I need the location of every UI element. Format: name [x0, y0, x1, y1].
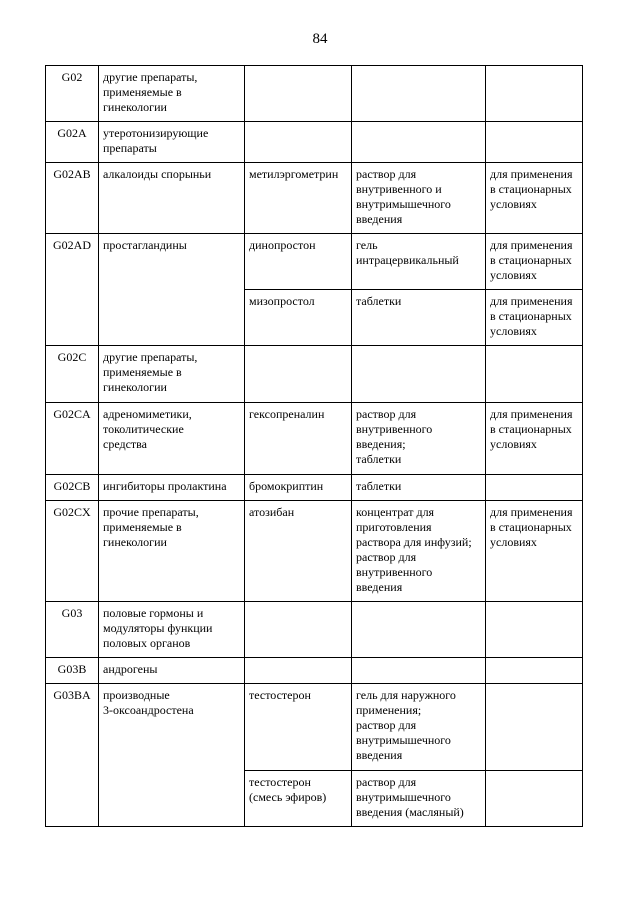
- conditions: [486, 122, 583, 163]
- table-row: [46, 234, 583, 290]
- drug-name: тестостерон: [245, 684, 352, 771]
- atc-code: G02CB: [46, 475, 99, 501]
- atc-code: G02CX: [46, 501, 99, 602]
- group-name: утеротонизирующие препараты: [99, 122, 245, 163]
- atc-code: G02AD: [46, 234, 99, 346]
- group-name: адреномиметики, токолитические средства: [99, 403, 245, 475]
- dosage-form: [352, 122, 486, 163]
- conditions: [486, 684, 583, 771]
- conditions: [486, 475, 583, 501]
- group-name: производные 3-оксоандростена: [99, 684, 245, 827]
- group-name: андрогены: [99, 658, 245, 684]
- table-row: [46, 658, 583, 684]
- drug-name: [245, 346, 352, 403]
- table-row: [46, 475, 583, 501]
- conditions: [486, 771, 583, 827]
- group-name: другие препараты, применяемые в гинекологии: [99, 346, 245, 403]
- conditions: для применения в стационарных условиях: [486, 290, 583, 346]
- atc-code: G02AB: [46, 163, 99, 234]
- conditions: [486, 602, 583, 658]
- atc-code: G03B: [46, 658, 99, 684]
- dosage-form: гель интрацервикальный: [352, 234, 486, 290]
- drug-name: [245, 122, 352, 163]
- drug-name: динопростон: [245, 234, 352, 290]
- conditions: для применения в стационарных условиях: [486, 501, 583, 602]
- conditions: [486, 658, 583, 684]
- conditions: [486, 346, 583, 403]
- drug-name: метилэргометрин: [245, 163, 352, 234]
- conditions: [486, 66, 583, 122]
- table-row: [46, 163, 583, 234]
- group-name: простагландины: [99, 234, 245, 346]
- atc-code: G02C: [46, 346, 99, 403]
- dosage-form: таблетки: [352, 475, 486, 501]
- table-row: [46, 501, 583, 602]
- dosage-form: концентрат для приготовления раствора для инфузий; раствор для внутривенного введения: [352, 501, 486, 602]
- atc-code: G02A: [46, 122, 99, 163]
- drug-table: [45, 65, 583, 827]
- dosage-form: гель для наружного применения; раствор для внутримышечного введения: [352, 684, 486, 771]
- group-name: другие препараты, применяемые в гинекологии: [99, 66, 245, 122]
- conditions: для применения в стационарных условиях: [486, 234, 583, 290]
- conditions: для применения в стационарных условиях: [486, 403, 583, 475]
- group-name: алкалоиды спорыньи: [99, 163, 245, 234]
- atc-code: G02CA: [46, 403, 99, 475]
- group-name: прочие препараты, применяемые в гинекологии: [99, 501, 245, 602]
- dosage-form: раствор для внутривенного введения; таблетки: [352, 403, 486, 475]
- group-name: половые гормоны и модуляторы функции половых органов: [99, 602, 245, 658]
- drug-name: мизопростол: [245, 290, 352, 346]
- table-row: [46, 602, 583, 658]
- drug-name: [245, 658, 352, 684]
- group-name: ингибиторы пролактина: [99, 475, 245, 501]
- drug-name: [245, 602, 352, 658]
- drug-name: атозибан: [245, 501, 352, 602]
- dosage-form: таблетки: [352, 290, 486, 346]
- dosage-form: раствор для внутривенного и внутримышечного введения: [352, 163, 486, 234]
- atc-code: G03: [46, 602, 99, 658]
- drug-name: бромокриптин: [245, 475, 352, 501]
- dosage-form: [352, 66, 486, 122]
- table-row: [46, 684, 583, 771]
- page-number: 84: [312, 31, 328, 47]
- drug-name: гексопреналин: [245, 403, 352, 475]
- dosage-form: раствор для внутримышечного введения (масляный): [352, 771, 486, 827]
- table-row: [46, 122, 583, 163]
- atc-code: G03BA: [46, 684, 99, 827]
- table-row: [46, 66, 583, 122]
- drug-name: тестостерон (смесь эфиров): [245, 771, 352, 827]
- drug-name: [245, 66, 352, 122]
- table-row: [46, 403, 583, 475]
- atc-code: G02: [46, 66, 99, 122]
- table-row: [46, 346, 583, 403]
- dosage-form: [352, 602, 486, 658]
- dosage-form: [352, 346, 486, 403]
- dosage-form: [352, 658, 486, 684]
- conditions: для применения в стационарных условиях: [486, 163, 583, 234]
